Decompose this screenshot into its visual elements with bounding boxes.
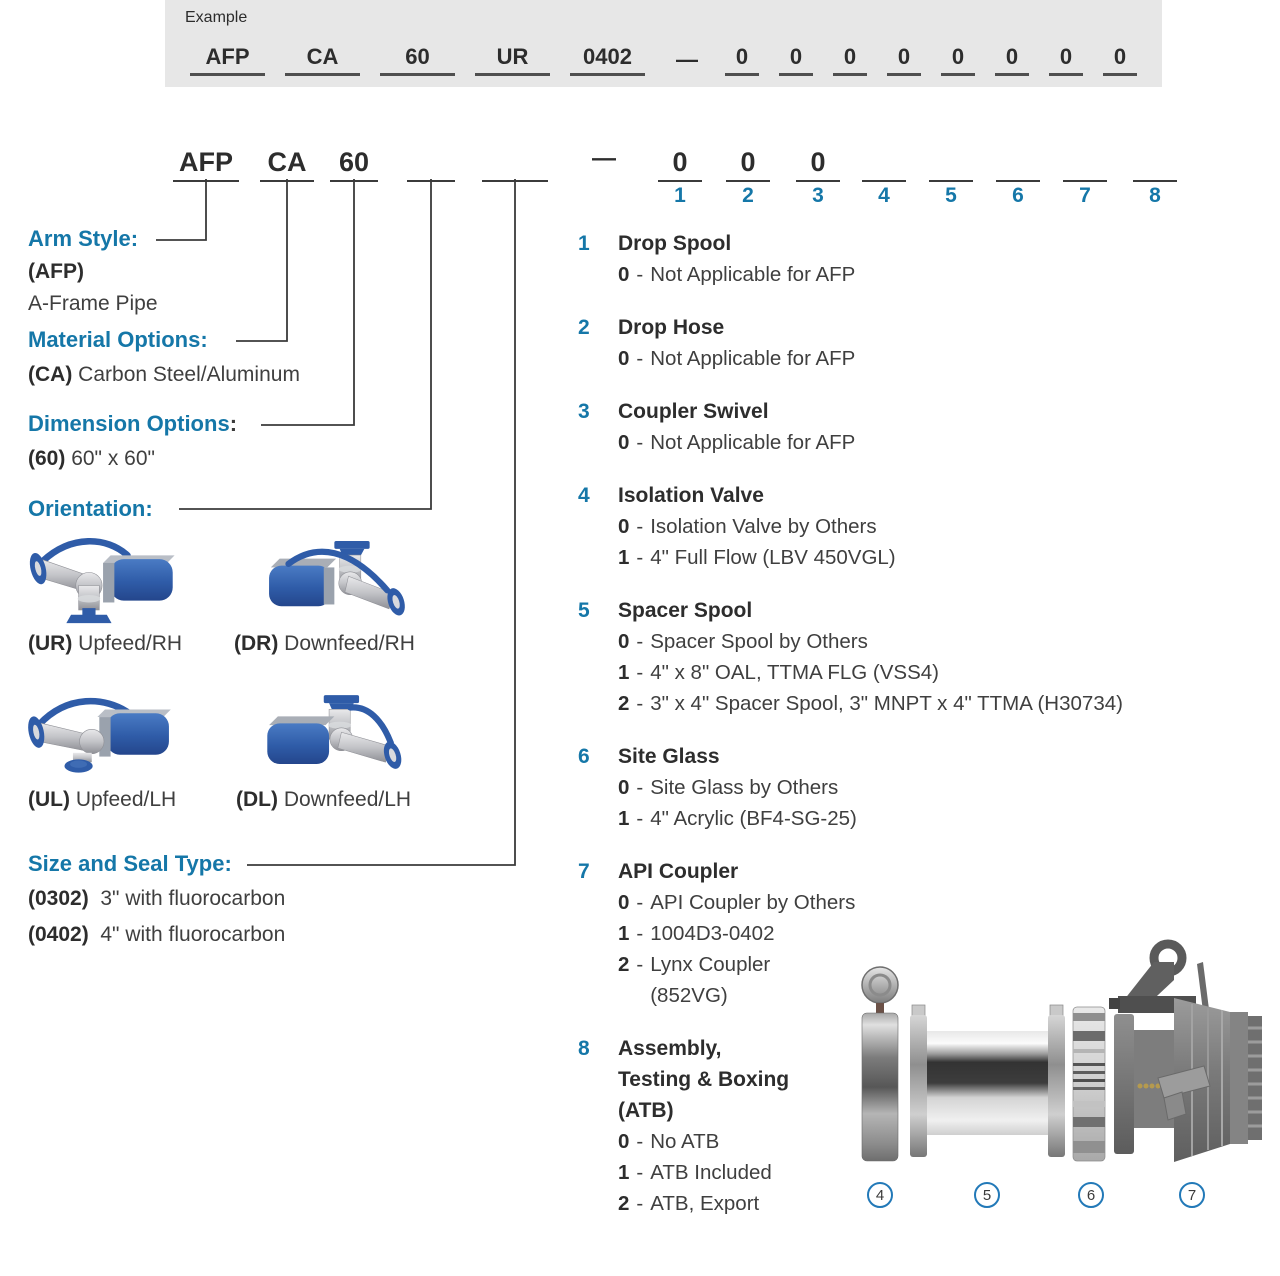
builder-cell-material: CA (260, 140, 314, 182)
builder-position-2: 0 (726, 140, 770, 182)
builder-cell-orientation (407, 140, 455, 182)
arm-style-desc: A-Frame Pipe (28, 292, 158, 315)
example-code-material: CA (285, 36, 360, 76)
coupler-spring (1144, 1084, 1149, 1089)
base-stem (82, 608, 95, 616)
top-flange (334, 541, 369, 549)
size-seal-heading: Size and Seal Type: (28, 851, 232, 876)
isolation-valve-image (855, 965, 905, 1165)
spool-flange-right (1048, 1015, 1065, 1157)
figure-downfeed-lh (262, 686, 412, 787)
valve-body (862, 1013, 898, 1161)
option-row: 2 - ATB, Export (618, 1192, 760, 1215)
valve-handwheel (862, 967, 898, 1003)
sight-band (1073, 1141, 1105, 1153)
position-index-3: 3 (812, 184, 824, 207)
builder-position-8 (1133, 140, 1177, 182)
downfeed-rh-image (262, 530, 412, 626)
option-row: 1 - 4" Acrylic (BF4-SG-25) (618, 807, 857, 830)
item-body (618, 228, 1278, 290)
figure-downfeed-rh (262, 530, 412, 631)
builder-position-3: 0 (796, 140, 840, 182)
item-number: 7 (578, 860, 590, 883)
item-number: 8 (578, 1037, 590, 1060)
builder-position-1: 0 (658, 140, 702, 182)
position-index-5: 5 (945, 184, 957, 207)
callout-7: 7 (1179, 1182, 1205, 1208)
elbow (80, 729, 104, 753)
valve-stem (876, 1003, 884, 1013)
example-digit-1: 0 (725, 36, 759, 76)
example-code-size: 0402 (570, 36, 645, 76)
position-index-7: 7 (1079, 184, 1091, 207)
upfeed-lh-image (24, 686, 184, 782)
position-index-8: 8 (1149, 184, 1161, 207)
size-seal-option-2: (0402) 4" with fluorocarbon (28, 923, 286, 946)
component-isolation-valve (855, 965, 905, 1170)
item-heading: Coupler Swivel (618, 400, 769, 423)
option-item-coupler-swivel (578, 396, 1278, 458)
sight-band (1073, 1031, 1105, 1041)
builder-cell-dimension: 60 (330, 140, 378, 182)
base-flange (66, 615, 111, 623)
top-flange (324, 695, 359, 703)
example-digit-2: 0 (779, 36, 813, 76)
sight-band (1073, 1079, 1105, 1082)
builder-position-7 (1063, 140, 1107, 182)
sight-band (1073, 1071, 1105, 1074)
builder-position-4 (862, 140, 906, 182)
coupler-collar (1230, 1012, 1248, 1144)
option-row: 2 - Lynx Coupler (852VG) (618, 953, 771, 1007)
option-row: 1 - 4" Full Flow (LBV 450VGL) (618, 546, 896, 569)
item-body (618, 396, 1278, 458)
option-item-drop-spool (578, 228, 1278, 290)
item-number: 3 (578, 400, 590, 423)
option-row: 1 - 4" x 8" OAL, TTMA FLG (VSS4) (618, 661, 939, 684)
spool-flange-left (910, 1015, 927, 1157)
counterweight-box (269, 566, 331, 607)
option-row: 0 - Not Applicable for AFP (618, 347, 856, 370)
downfeed-lh-image (262, 686, 412, 782)
builder-cell-arm: AFP (173, 140, 239, 182)
item-heading: Drop Hose (618, 316, 725, 339)
arm-style-heading: Arm Style: (28, 226, 139, 251)
example-code-row (190, 36, 1157, 76)
item-number: 1 (578, 232, 590, 255)
counterweight-side (103, 563, 114, 603)
item-body (618, 741, 1278, 834)
option-item-spacer-spool (578, 595, 1278, 719)
item-body (618, 312, 1278, 374)
builder-cell-size (482, 140, 548, 182)
position-index-2: 2 (742, 184, 754, 207)
builder-position-5 (929, 140, 973, 182)
option-row: 0 - API Coupler by Others (618, 891, 856, 914)
item-number: 6 (578, 745, 590, 768)
coupler-spring (1138, 1084, 1143, 1089)
option-row: 0 - Site Glass by Others (618, 776, 839, 799)
option-row: 1 - 1004D3-0402 (618, 922, 775, 945)
example-digit-3: 0 (833, 36, 867, 76)
builder-position-6 (996, 140, 1040, 182)
counterweight-box (267, 723, 329, 764)
figure-upfeed-lh (24, 686, 184, 787)
option-row: 1 - ATB Included (618, 1161, 772, 1184)
sight-band (1073, 1049, 1105, 1053)
sight-band (1073, 1063, 1105, 1066)
item-body (618, 480, 1278, 573)
spacer-spool-image (910, 1003, 1065, 1163)
sight-band (1073, 1117, 1105, 1127)
item-heading: Assembly, Testing & Boxing (ATB) (618, 1037, 790, 1122)
example-digit-7: 0 (1049, 36, 1083, 76)
position-index-6: 6 (1012, 184, 1024, 207)
sight-band (1073, 1101, 1105, 1107)
example-strip (165, 0, 1162, 87)
spool-barrel (927, 1031, 1048, 1135)
item-heading: Spacer Spool (618, 599, 753, 622)
connector-dimension (261, 179, 354, 425)
callout-5: 5 (974, 1182, 1000, 1208)
base-flange-top (70, 760, 87, 768)
coupler-spring (1150, 1084, 1155, 1089)
component-spacer-spool (910, 1003, 1065, 1168)
counterweight-side (324, 567, 335, 604)
example-dash: — (676, 47, 698, 72)
sight-band (1073, 1013, 1105, 1021)
item-heading: Drop Spool (618, 232, 732, 255)
swivel-ring (78, 595, 101, 603)
label-downfeed-rh: (DR) Downfeed/RH (234, 632, 415, 655)
option-row: 0 - No ATB (618, 1130, 720, 1153)
connector-material (236, 179, 287, 341)
inlet-pipe (39, 723, 86, 751)
item-number: 4 (578, 484, 590, 507)
connector-arm-style (156, 179, 206, 240)
example-digit-4: 0 (887, 36, 921, 76)
item-heading: API Coupler (618, 860, 739, 883)
coupler-knob (1109, 998, 1120, 1009)
position-index-4: 4 (878, 184, 890, 207)
swivel-ring (328, 722, 351, 729)
option-row: 0 - Not Applicable for AFP (618, 263, 856, 286)
outlet-pipe (338, 732, 391, 762)
label-upfeed-rh: (UR) Upfeed/RH (28, 632, 183, 655)
counterweight-box (111, 559, 173, 600)
example-label: Example (185, 9, 248, 26)
figure-upfeed-rh (24, 530, 184, 631)
sight-body (1073, 1007, 1105, 1161)
counterweight-box (107, 713, 169, 754)
material-heading: Material Options: (28, 327, 208, 352)
arm-style-code: (AFP) (28, 260, 84, 283)
item-number: 5 (578, 599, 590, 622)
option-row: 2 - 3" x 4" Spacer Spool, 3" MNPT x 4" TTMA (H30734) (618, 692, 1123, 715)
example-digit-6: 0 (995, 36, 1029, 76)
sight-band (1073, 1087, 1105, 1090)
api-coupler-image (1102, 938, 1267, 1170)
label-downfeed-lh: (DL) Downfeed/LH (236, 788, 412, 811)
item-number: 2 (578, 316, 590, 339)
example-digit-8: 0 (1103, 36, 1137, 76)
orientation-heading: Orientation: (28, 496, 153, 521)
connector-orientation (179, 179, 431, 509)
option-item-isolation-valve (578, 480, 1278, 573)
option-item-drop-hose (578, 312, 1278, 374)
coupler-flange-plate (1114, 1014, 1134, 1154)
dimension-heading: Dimension Options: (28, 411, 238, 436)
callout-4: 4 (867, 1182, 893, 1208)
component-api-coupler (1102, 938, 1267, 1175)
item-body (618, 595, 1278, 719)
item-heading: Isolation Valve (618, 484, 764, 507)
material-line: (CA) Carbon Steel/Aluminum (28, 363, 300, 386)
option-item-site-glass (578, 741, 1278, 834)
item-heading: Site Glass (618, 745, 720, 768)
example-digit-5: 0 (941, 36, 975, 76)
dimension-line: (60) 60" x 60" (28, 447, 155, 470)
size-seal-option-1: (0302) 3" with fluorocarbon (28, 887, 286, 910)
position-index-1: 1 (674, 184, 686, 207)
option-row: 0 - Spacer Spool by Others (618, 630, 868, 653)
example-code-arm: AFP (190, 36, 265, 76)
label-upfeed-lh: (UL) Upfeed/LH (28, 788, 177, 811)
builder-dash: — (592, 145, 616, 172)
coupler-threads (1248, 1016, 1262, 1140)
example-code-dimension: 60 (380, 36, 455, 76)
callout-6: 6 (1078, 1182, 1104, 1208)
option-row: 0 - Not Applicable for AFP (618, 431, 856, 454)
option-row: 0 - Isolation Valve by Others (618, 515, 877, 538)
upfeed-rh-image (24, 530, 184, 626)
example-code-orientation: UR (475, 36, 550, 76)
